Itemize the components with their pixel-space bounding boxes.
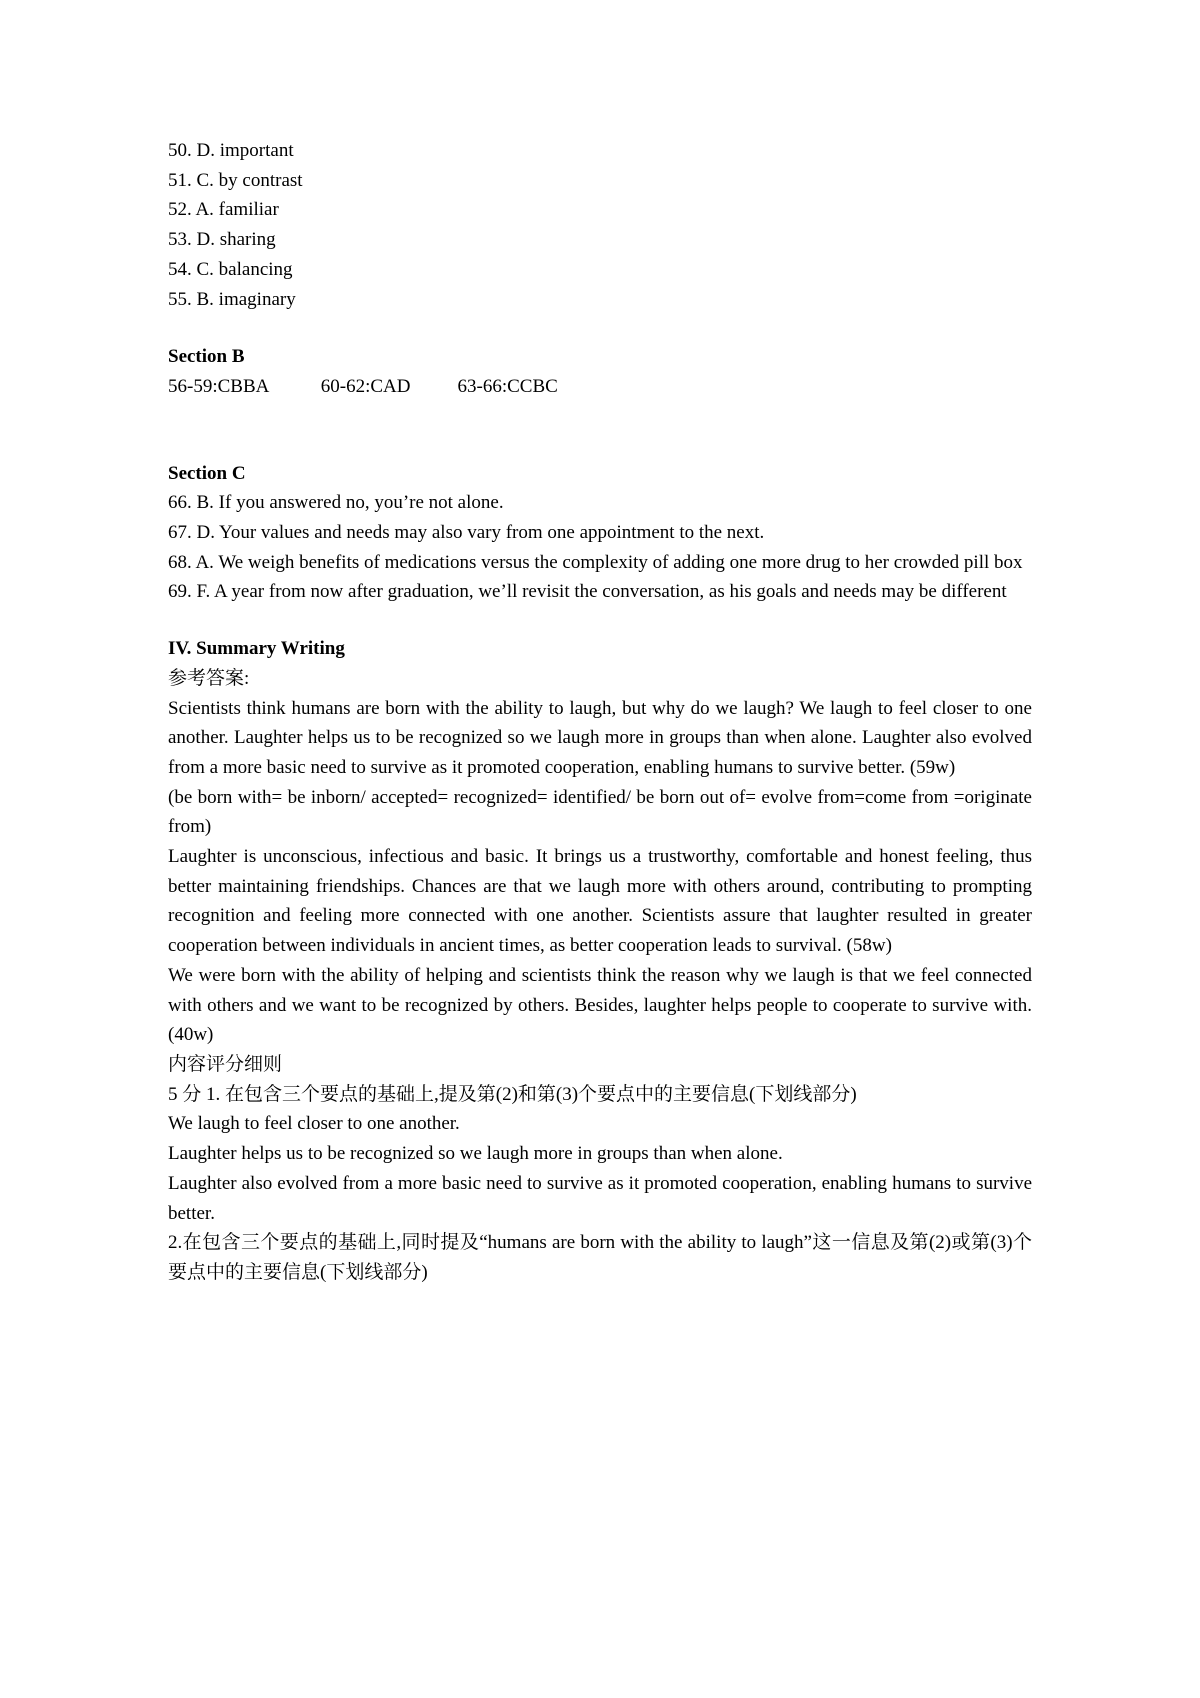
rubric-point-2: Laughter helps us to be recognized so we laugh more in groups than when alone. [168, 1143, 783, 1165]
summary-writing-heading: IV. Summary Writing [168, 638, 345, 660]
rubric-rule-2: 2.在包含三个要点的基础上,同时提及“humans are born with the ability to laugh”这一信息及第(2)或第(3)个要点中的主要信息(下划线部分) [168, 1232, 1032, 1283]
answer-line-52: 52. A. familiar [168, 199, 279, 221]
section-c-heading: Section C [168, 462, 246, 484]
section-c-item-68: 68. A. We weigh benefits of medications versus the complexity of adding one more drug to her crowded pill box [168, 551, 1023, 573]
section-b-heading: Section B [168, 346, 245, 368]
rubric-heading: 内容评分细则 [168, 1053, 283, 1075]
section-b-answers-60-62: 60-62:CAD [320, 375, 411, 397]
section-c-item-66: 66. B. If you answered no, you’re not alone. [168, 492, 504, 514]
rubric-rule-1: 5 分 1. 在包含三个要点的基础上,提及第(2)和第(3)个要点中的主要信息(下划线部分) [168, 1083, 857, 1105]
summary-paragraph-1: Scientists think humans are born with the ability to laugh, but why do we laugh? We laugh to feel closer to one another. Laughter helps us to be recognized so we laugh more in groups than when alone. Laughter also evolved from a more basic need to survive as it promoted cooperation, enabling humans to survive better. (59w) [168, 697, 1032, 778]
reference-answer-label: 参考答案: [168, 667, 250, 689]
answer-line-51: 51. C. by contrast [168, 169, 303, 191]
answer-line-55: 55. B. imaginary [168, 288, 296, 310]
section-b-answers-63-66: 63-66:CCBC [457, 375, 558, 397]
section-b-answers-56-59: 56-59:CBBA [168, 375, 270, 397]
answer-line-50: 50. D. important [168, 140, 294, 161]
answer-line-54: 54. C. balancing [168, 258, 293, 280]
rubric-point-3: Laughter also evolved from a more basic need to survive as it promoted cooperation, enabling humans to survive better. [168, 1172, 1032, 1224]
rubric-point-1: We laugh to feel closer to one another. [168, 1113, 460, 1135]
summary-paragraph-4: We were born with the ability of helping and scientists think the reason why we laugh is that we feel connected with others and we want to be recognized by others. Besides, laughter helps people to cooperate to survive with. (40w) [168, 964, 1032, 1046]
section-c-item-69: 69. F. A year from now after graduation, we’ll revisit the conversation, as his goals and needs may be different [168, 581, 1007, 603]
summary-paragraph-2: (be born with= be inborn/ accepted= recognized= identified/ be born out of= evolve from=come from =originate from) [168, 786, 1032, 838]
answer-line-53: 53. D. sharing [168, 229, 276, 251]
section-b-answers [168, 372, 1032, 402]
section-c-item-67: 67. D. Your values and needs may also vary from one appointment to the next. [168, 522, 765, 544]
summary-paragraph-3: Laughter is unconscious, infectious and basic. It brings us a trustworthy, comfortable and honest feeling, thus better maintaining friendships. Chances are that we laugh more with others around, contributing to prompting recognition and feeling more connected with one another. Scientists assure that laughter resulted in greater cooperation between individuals in ancient times, as better cooperation leads to survival. (58w) [168, 846, 1032, 957]
